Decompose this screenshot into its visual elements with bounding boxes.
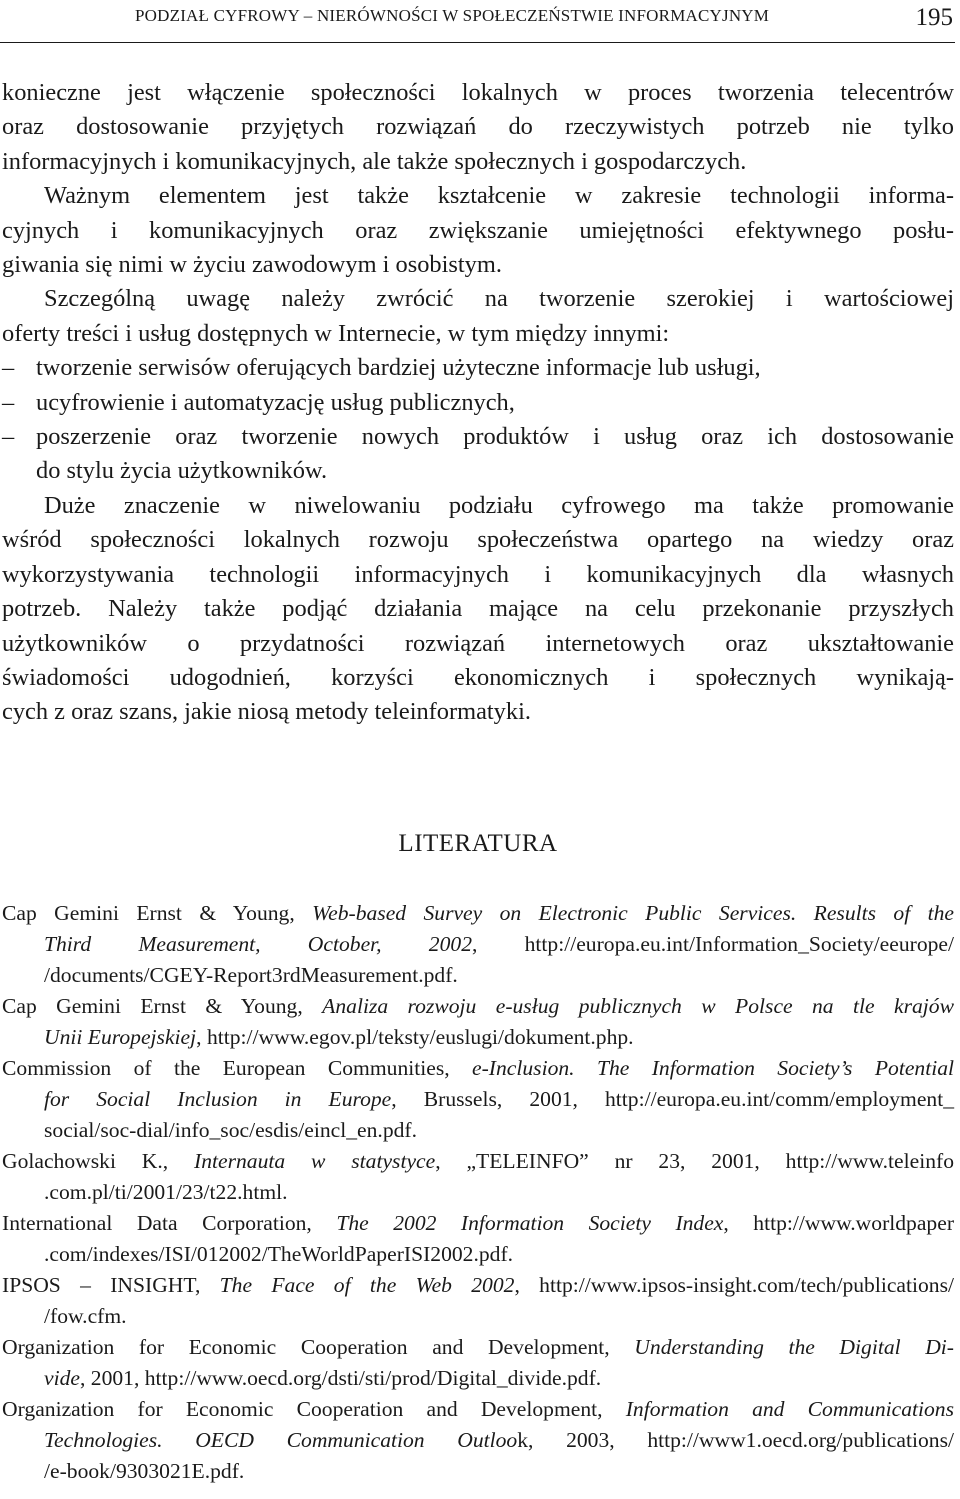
reference-text-segment: Cap Gemini Ernst & Young, [2,901,313,925]
reference-line [2,1332,954,1363]
reference-line [2,1115,954,1146]
reference-title-segment: e-Inclusion. The Information Society’s Potential [472,1056,955,1080]
text-line: cyjnych i komunikacyjnych oraz zwiększanie umiejętności efektywnego posłu- [2,216,954,244]
running-title: PODZIAŁ CYFROWY – NIERÓWNOŚCI W SPOŁECZEŃSTWIE INFORMACYJNYM [135,6,770,25]
text-line: wśród społeczności lokalnych rozwoju społeczeństwa opartego na wiedzy oraz [2,526,954,554]
reference-title-segment: vide [44,1366,80,1390]
reference-text-segment: Cap Gemini Ernst & Young, [2,994,323,1018]
reference-entry [2,898,954,991]
reference-title-segment: Internauta w statystyce [194,1149,436,1173]
reference-line [2,1425,954,1456]
reference-text-segment: Golachowski K., [2,1149,195,1173]
reference-text-segment: Organization for Economic Cooperation and Development, [2,1397,626,1421]
reference-entry [2,1053,954,1146]
dash-marker: – [2,354,15,382]
text-line: świadomości udogodnień, korzyści ekonomicznych i społecznych wynikają- [2,663,954,691]
text-line: użytkowników o przydatności rozwiązań internetowych oraz ukształtowanie [2,629,954,657]
reference-text-segment: /fow.cfm. [44,1304,127,1328]
reference-text-segment: , http://www.ipsos-insight.com/tech/publications/ [514,1273,954,1297]
reference-title-segment: The 2002 Information Society Index [336,1211,724,1235]
reference-title-segment: Third Measurement, October, 2002 [44,932,472,956]
text-line: oferty treści i usług dostępnych w Internecie, w tym między innymi: [2,319,670,347]
list-item [2,420,954,489]
bullet-list [2,351,954,489]
reference-line [2,1084,954,1115]
reference-text-segment: , Brussels, 2001, http://europa.eu.int/comm/employment_ [391,1087,955,1111]
text-line: oraz dostosowanie przyjętych rozwiązań do rzeczywistych potrzeb nie tylko [2,113,954,141]
reference-text-segment: /e-book/9303021E.pdf. [44,1459,245,1483]
text-line: poszerzenie oraz tworzenie nowych produktów i usług oraz ich dostosowanie [36,423,954,451]
paragraph-3 [2,282,954,351]
reference-line [2,929,954,960]
reference-entry [2,1270,954,1332]
text-line: Duże znaczenie w niwelowaniu podziału cyfrowego ma także promowanie [44,491,954,519]
text-line: tworzenie serwisów oferujących bardziej użyteczne informacje lub usługi, [36,354,761,382]
reference-entry [2,1332,954,1394]
reference-line [2,1394,954,1425]
reference-title-segment: Technologies. OECD Communication Outloo [44,1428,518,1452]
reference-title-segment: Web-based Survey on Electronic Public Services. Results of the [312,901,954,925]
reference-text-segment: International Data Corporation, [2,1211,337,1235]
dash-marker: – [2,388,15,416]
reference-text-segment: /documents/CGEY-Report3rdMeasurement.pdf. [44,963,458,987]
literature-heading: LITERATURA [398,830,558,857]
reference-entry [2,1394,954,1487]
reference-entry [2,1146,954,1208]
reference-text-segment: , 2001, http://www.oecd.org/dsti/sti/prod/Digital_divide.pdf. [79,1366,602,1390]
running-header [0,0,955,43]
reference-text-segment: Organization for Economic Cooperation and Development, [2,1335,635,1359]
reference-text-segment: , http://www.egov.pl/teksty/euslugi/dokument.php. [196,1025,634,1049]
reference-text-segment: social/soc-dial/info_soc/esdis/eincl_en.pdf. [44,1118,417,1142]
reference-list [2,898,954,1487]
reference-text-segment: , http://www.worldpaper [723,1211,955,1235]
reference-line [2,1022,954,1053]
text-line: ucyfrowienie i automatyzację usług publicznych, [36,388,515,416]
reference-line [2,960,954,991]
paragraph-2 [2,179,954,282]
reference-line [2,1146,954,1177]
reference-entry [2,1208,954,1270]
reference-line [2,991,954,1022]
reference-title-segment: Understanding the Digital Di- [634,1335,954,1359]
text-line: Ważnym elementem jest także kształcenie w zakresie technologii informa- [44,182,954,210]
dash-marker: – [2,423,15,451]
paragraph-4 [2,489,954,730]
list-item [2,386,954,420]
reference-line [2,1270,954,1301]
reference-line [2,1208,954,1239]
reference-text-segment: , „TELEINFO” nr 23, 2001, http://www.teleinfo [435,1149,954,1173]
reference-line [2,1239,954,1270]
reference-title-segment: Unii Europejskiej [44,1025,197,1049]
reference-line [2,1363,954,1394]
reference-title-segment: The Face of the Web 2002 [219,1273,515,1297]
reference-title-segment: for Social Inclusion in Europe [44,1087,392,1111]
reference-text-segment: .com.pl/ti/2001/23/t22.html. [44,1180,288,1204]
body-text [2,76,954,730]
reference-text-segment: , http://europa.eu.int/Information_Society/eeurope/ [472,932,954,956]
list-item [2,351,954,385]
text-line: do stylu życia użytkowników. [36,457,328,485]
reference-text-segment: IPSOS – INSIGHT, [2,1273,220,1297]
reference-entry [2,991,954,1053]
paragraph-1 [2,76,954,179]
reference-line [2,898,954,929]
reference-line [2,1456,954,1487]
reference-text-segment: k, 2003, http://www1.oecd.org/publications/ [517,1428,954,1452]
reference-text-segment: .com/indexes/ISI/012002/TheWorldPaperISI2002.pdf. [44,1242,514,1266]
text-line: wykorzystywania technologii informacyjnych i komunikacyjnych dla własnych [2,560,954,588]
reference-line [2,1053,954,1084]
reference-line [2,1301,954,1332]
text-line: potrzeb. Należy także podjąć działania mające na celu przekonanie przyszłych [2,595,954,623]
reference-title-segment: Analiza rozwoju e-usług publicznych w Polsce na tle krajów [322,994,954,1018]
reference-line [2,1177,954,1208]
text-line: cych z oraz szans, jakie niosą metody teleinformatyki. [2,698,531,726]
text-line: giwania się nimi w życiu zawodowym i osobistym. [2,251,502,279]
text-line: Szczególną uwagę należy zwrócić na tworzenie szerokiej i wartościowej [44,285,954,313]
text-line: informacyjnych i komunikacyjnych, ale także społecznych i gospodarczych. [2,147,747,175]
reference-title-segment: Information and Communications [625,1397,954,1421]
text-line: konieczne jest włączenie społeczności lokalnych w proces tworzenia telecentrów [2,79,954,106]
page-number: 195 [915,4,953,31]
reference-text-segment: Commission of the European Communities, [2,1056,473,1080]
